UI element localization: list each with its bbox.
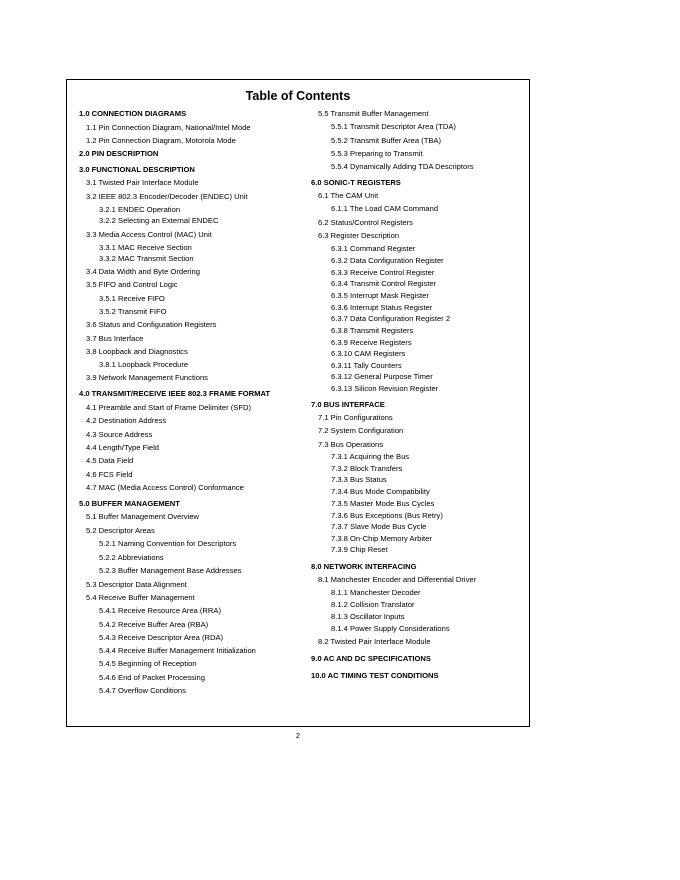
- toc-subsubsection-entry: 5.2.2 Abbreviations: [99, 553, 164, 562]
- page-number: 2: [295, 731, 301, 740]
- toc-subsubsection-entry: 5.4.4 Receive Buffer Management Initialization: [99, 646, 256, 655]
- toc-subsection-entry: 8.2 Twisted Pair Interface Module: [318, 637, 431, 646]
- toc-subsubsection-entry: 5.2.1 Naming Convention for Descriptors: [99, 539, 237, 548]
- toc-subsection-entry: 3.5 FIFO and Control Logic: [86, 280, 178, 289]
- toc-subsubsection-entry: 3.3.1 MAC Receive Section: [99, 243, 192, 252]
- toc-subsubsection-entry: 6.3.8 Transmit Registers: [331, 326, 414, 335]
- toc-subsection-entry: 6.1 The CAM Unit: [318, 191, 379, 200]
- toc-subsubsection-entry: 6.3.9 Receive Registers: [331, 338, 412, 347]
- toc-subsection-entry: 3.6 Status and Configuration Registers: [86, 320, 217, 329]
- toc-section-heading: 10.0 AC TIMING TEST CONDITIONS: [311, 671, 439, 680]
- toc-section-heading: 8.0 NETWORK INTERFACING: [311, 562, 417, 571]
- toc-subsubsection-entry: 6.3.1 Command Register: [331, 244, 416, 253]
- toc-subsubsection-entry: 3.5.2 Transmit FIFO: [99, 307, 167, 316]
- toc-subsubsection-entry: 5.5.4 Dynamically Adding TDA Descriptors: [331, 162, 474, 171]
- toc-subsection-entry: 3.3 Media Access Control (MAC) Unit: [86, 230, 212, 239]
- toc-subsection-entry: 3.9 Network Management Functions: [86, 373, 208, 382]
- toc-subsection-entry: 8.1 Manchester Encoder and Differential Driver: [318, 575, 477, 584]
- toc-subsubsection-entry: 5.2.3 Buffer Management Base Addresses: [99, 566, 242, 575]
- toc-subsection-entry: 3.7 Bus Interface: [86, 334, 144, 343]
- toc-subsection-entry: 5.5 Transmit Buffer Management: [318, 109, 429, 118]
- toc-subsection-entry: 4.7 MAC (Media Access Control) Conformance: [86, 483, 244, 492]
- toc-subsubsection-entry: 5.4.6 End of Packet Processing: [99, 673, 205, 682]
- toc-subsubsection-entry: 6.3.4 Transmit Control Register: [331, 279, 437, 288]
- toc-subsubsection-entry: 6.3.7 Data Configuration Register 2: [331, 314, 451, 323]
- toc-subsection-entry: 1.1 Pin Connection Diagram, National/Intel Mode: [86, 123, 251, 132]
- toc-subsubsection-entry: 6.3.3 Receive Control Register: [331, 268, 435, 277]
- toc-subsubsection-entry: 8.1.4 Power Supply Considerations: [331, 624, 450, 633]
- toc-section-heading: 4.0 TRANSMIT/RECEIVE IEEE 802.3 FRAME FORMAT: [79, 389, 271, 398]
- toc-subsubsection-entry: 5.4.5 Beginning of Reception: [99, 659, 197, 668]
- toc-subsubsection-entry: 7.3.3 Bus Status: [331, 475, 387, 484]
- toc-subsection-entry: 4.6 FCS Field: [86, 470, 133, 479]
- toc-subsubsection-entry: 3.2.1 ENDEC Operation: [99, 205, 181, 214]
- toc-subsection-entry: 4.3 Source Address: [86, 430, 153, 439]
- toc-subsection-entry: 4.2 Destination Address: [86, 416, 167, 425]
- toc-section-heading: 2.0 PIN DESCRIPTION: [79, 149, 159, 158]
- toc-subsection-entry: 4.1 Preamble and Start of Frame Delimiter (SFD): [86, 403, 252, 412]
- toc-subsubsection-entry: 3.8.1 Loopback Procedure: [99, 360, 189, 369]
- toc-subsubsection-entry: 7.3.9 Chip Reset: [331, 545, 388, 554]
- toc-subsection-entry: 7.3 Bus Operations: [318, 440, 384, 449]
- toc-subsubsection-entry: 3.5.1 Receive FIFO: [99, 294, 165, 303]
- toc-subsection-entry: 4.4 Length/Type Field: [86, 443, 160, 452]
- toc-subsubsection-entry: 5.4.7 Overflow Conditions: [99, 686, 186, 695]
- toc-subsection-entry: 6.2 Status/Control Registers: [318, 218, 413, 227]
- toc-subsubsection-entry: 6.3.6 Interrupt Status Register: [331, 303, 433, 312]
- toc-subsubsection-entry: 8.1.3 Oscillator Inputs: [331, 612, 405, 621]
- toc-subsubsection-entry: 7.3.4 Bus Mode Compatibility: [331, 487, 430, 496]
- toc-subsection-entry: 3.1 Twisted Pair Interface Module: [86, 178, 199, 187]
- toc-subsubsection-entry: 7.3.1 Acquiring the Bus: [331, 452, 410, 461]
- toc-subsubsection-entry: 6.1.1 The Load CAM Command: [331, 204, 439, 213]
- toc-subsection-entry: 3.8 Loopback and Diagnostics: [86, 347, 188, 356]
- toc-subsection-entry: 5.3 Descriptor Data Alignment: [86, 580, 187, 589]
- toc-section-heading: 6.0 SONIC-T REGISTERS: [311, 178, 401, 187]
- toc-subsection-entry: 3.2 IEEE 802.3 Encoder/Decoder (ENDEC) Unit: [86, 192, 248, 201]
- toc-subsection-entry: 5.4 Receive Buffer Management: [86, 593, 195, 602]
- toc-subsection-entry: 3.4 Data Width and Byte Ordering: [86, 267, 200, 276]
- toc-subsubsection-entry: 5.5.2 Transmit Buffer Area (TBA): [331, 136, 442, 145]
- toc-subsection-entry: 1.2 Pin Connection Diagram, Motorola Mode: [86, 136, 236, 145]
- toc-subsubsection-entry: 7.3.5 Master Mode Bus Cycles: [331, 499, 435, 508]
- toc-subsubsection-entry: 3.3.2 MAC Transmit Section: [99, 254, 194, 263]
- toc-subsection-entry: 5.2 Descriptor Areas: [86, 526, 155, 535]
- toc-frame: [66, 79, 530, 727]
- toc-subsubsection-entry: 5.4.3 Receive Descriptor Area (RDA): [99, 633, 224, 642]
- toc-subsubsection-entry: 7.3.2 Block Transfers: [331, 464, 403, 473]
- toc-subsubsection-entry: 8.1.1 Manchester Decoder: [331, 588, 421, 597]
- toc-section-heading: 3.0 FUNCTIONAL DESCRIPTION: [79, 165, 195, 174]
- toc-subsubsection-entry: 8.1.2 Collision Translator: [331, 600, 415, 609]
- toc-subsubsection-entry: 5.5.1 Transmit Descriptor Area (TDA): [331, 122, 456, 131]
- toc-subsubsection-entry: 5.4.1 Receive Resource Area (RRA): [99, 606, 221, 615]
- toc-subsection-entry: 4.5 Data Field: [86, 456, 134, 465]
- toc-section-heading: 7.0 BUS INTERFACE: [311, 400, 385, 409]
- toc-section-heading: 1.0 CONNECTION DIAGRAMS: [79, 109, 187, 118]
- toc-subsubsection-entry: 5.4.2 Receive Buffer Area (RBA): [99, 620, 209, 629]
- toc-section-heading: 9.0 AC AND DC SPECIFICATIONS: [311, 654, 431, 663]
- page-title: Table of Contents: [245, 89, 351, 103]
- toc-subsection-entry: 7.1 Pin Configurations: [318, 413, 393, 422]
- toc-subsubsection-entry: 6.3.5 Interrupt Mask Register: [331, 291, 429, 300]
- toc-subsubsection-entry: 6.3.13 Silicon Revision Register: [331, 384, 439, 393]
- toc-subsection-entry: 7.2 System Configuration: [318, 426, 404, 435]
- toc-subsubsection-entry: 3.2.2 Selecting an External ENDEC: [99, 216, 219, 225]
- toc-subsubsection-entry: 6.3.2 Data Configuration Register: [331, 256, 444, 265]
- toc-subsubsection-entry: 7.3.7 Slave Mode Bus Cycle: [331, 522, 427, 531]
- toc-subsection-entry: 5.1 Buffer Management Overview: [86, 512, 199, 521]
- toc-subsection-entry: 6.3 Register Description: [318, 231, 400, 240]
- toc-subsubsection-entry: 6.3.11 Tally Counters: [331, 361, 402, 370]
- toc-subsubsection-entry: 6.3.10 CAM Registers: [331, 349, 406, 358]
- toc-section-heading: 5.0 BUFFER MANAGEMENT: [79, 499, 180, 508]
- toc-subsubsection-entry: 5.5.3 Preparing to Transmit: [331, 149, 423, 158]
- toc-subsubsection-entry: 7.3.6 Bus Exceptions (Bus Retry): [331, 511, 443, 520]
- toc-subsubsection-entry: 7.3.8 On-Chip Memory Arbiter: [331, 534, 432, 543]
- toc-subsubsection-entry: 6.3.12 General Purpose Timer: [331, 372, 433, 381]
